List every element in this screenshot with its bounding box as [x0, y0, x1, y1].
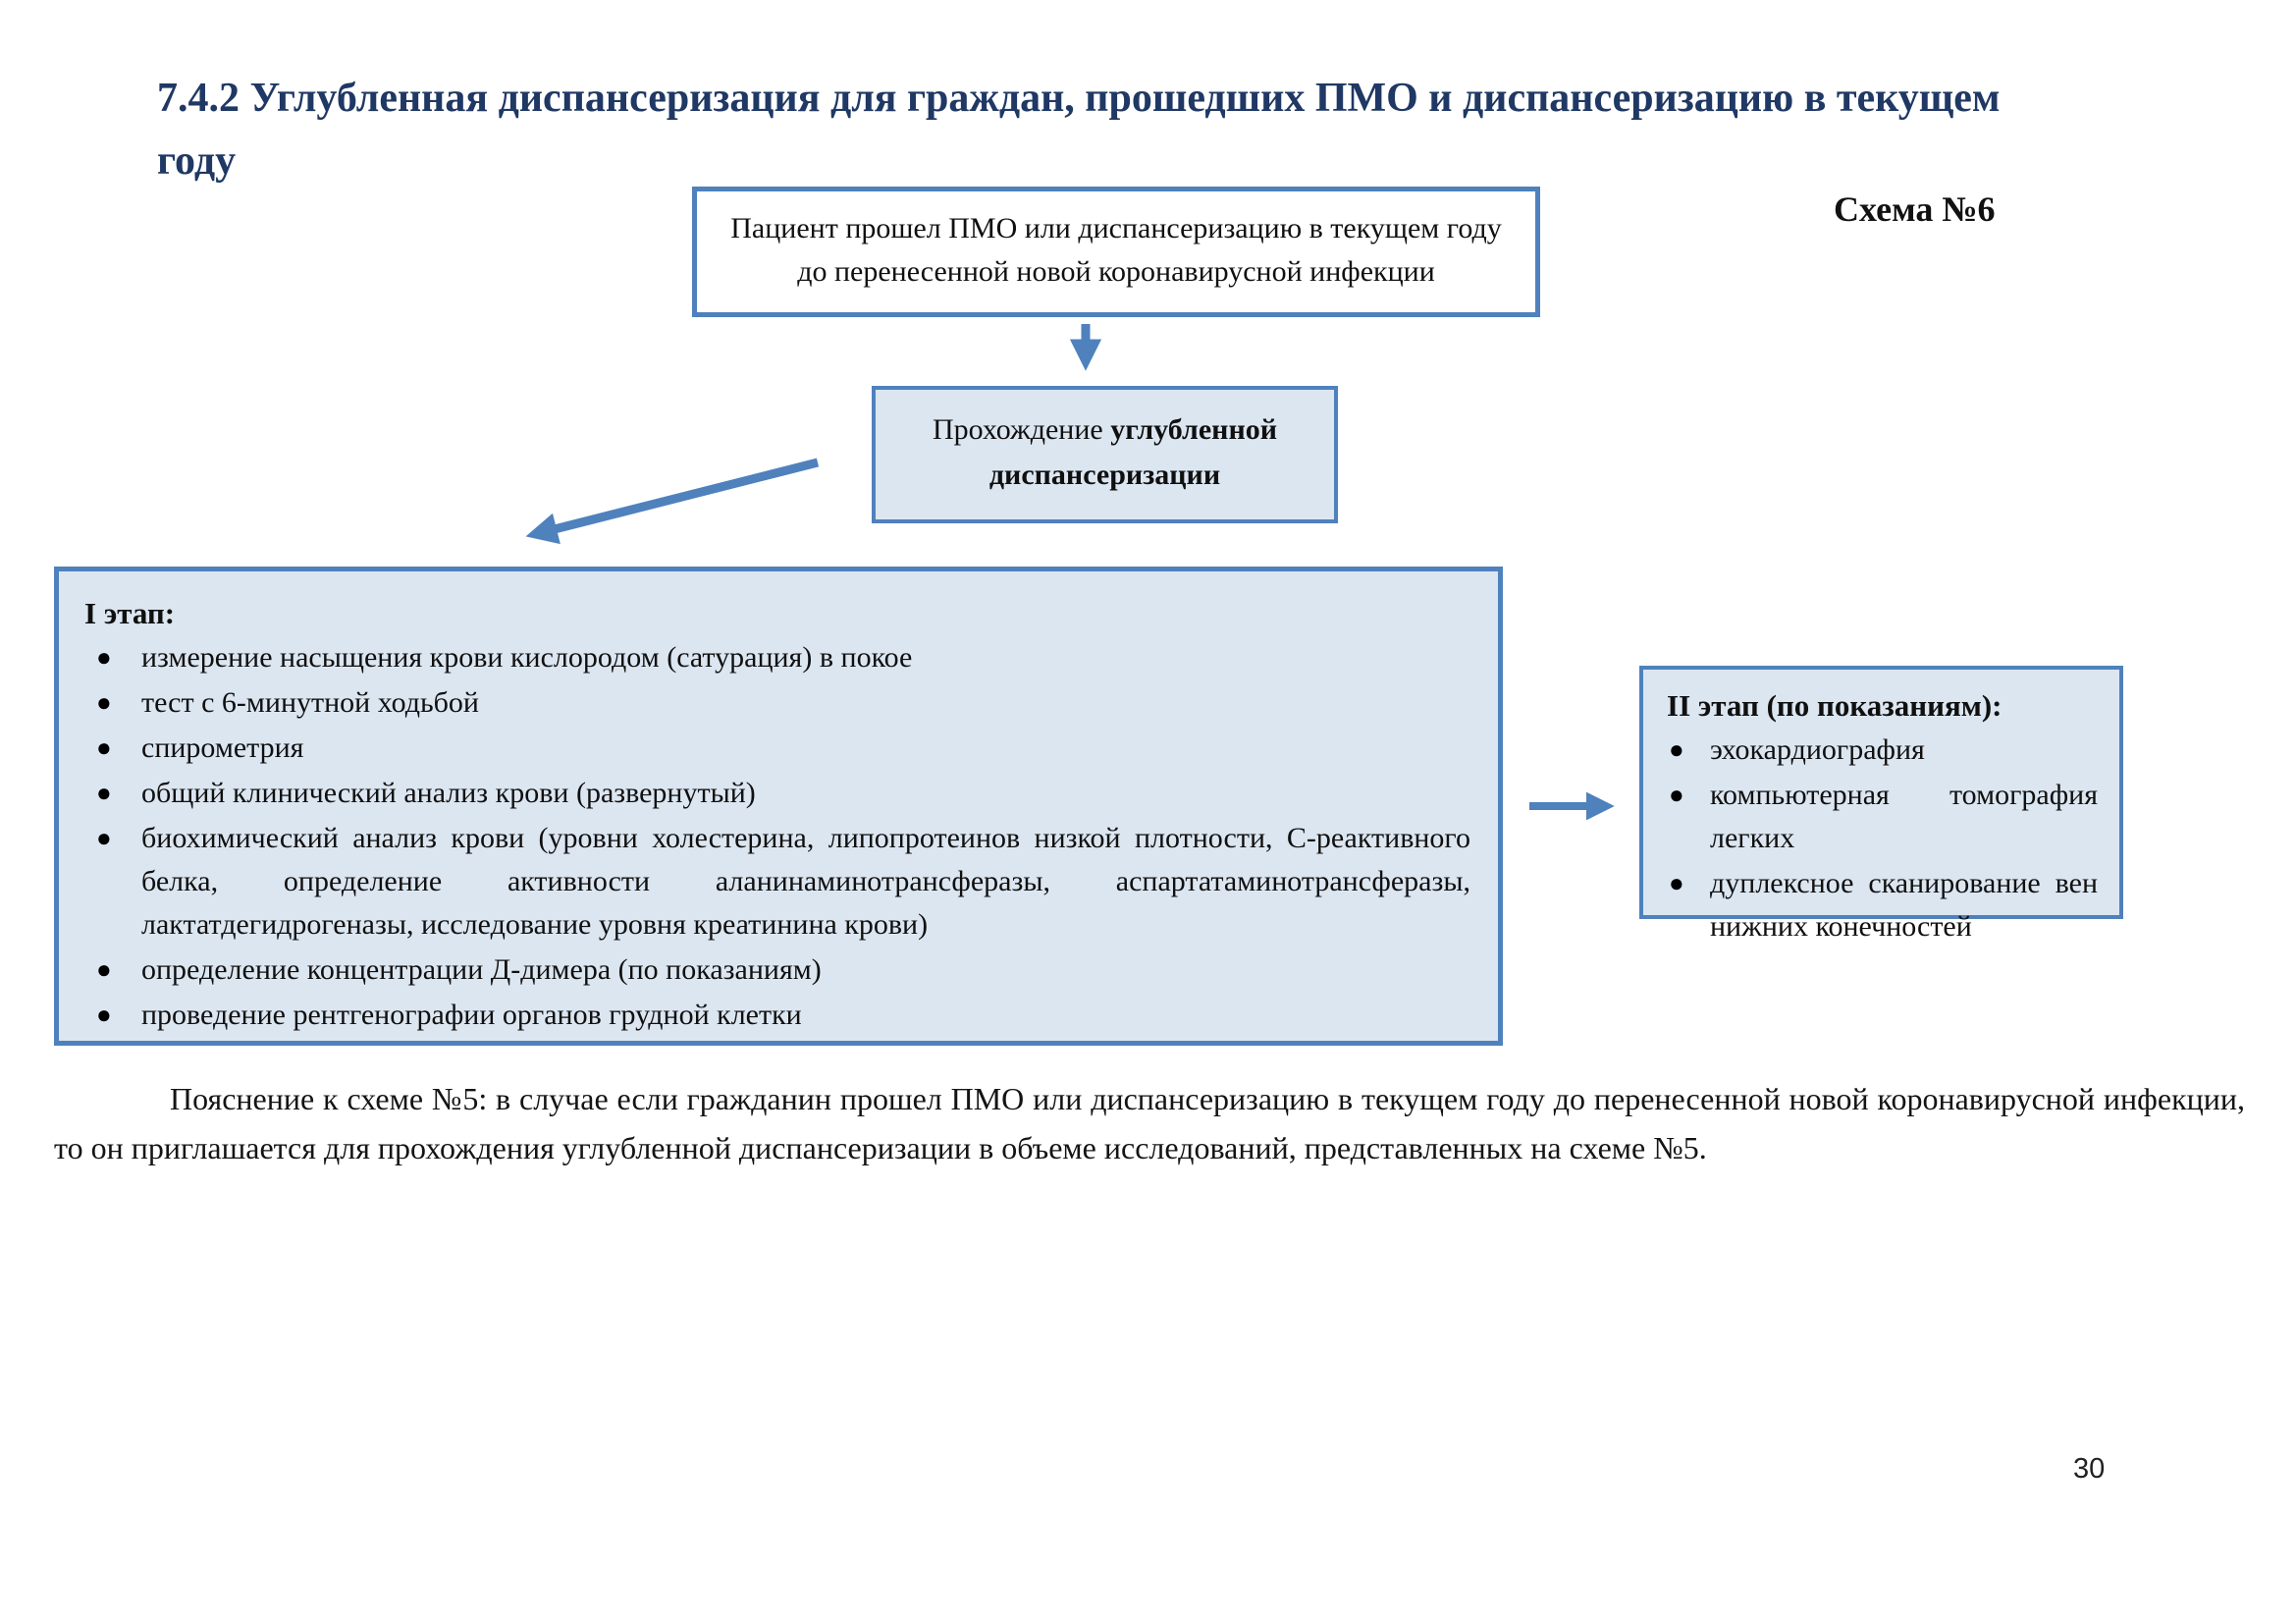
bullet-icon: ● — [96, 824, 112, 852]
list-item: ● тест с 6-минутной ходьбой — [84, 681, 1470, 725]
scheme-number-label: Схема №6 — [1834, 189, 1996, 229]
list-item: ● компьютерная томография легких — [1667, 774, 2098, 860]
bullet-icon: ● — [96, 779, 112, 807]
list-item: ● биохимический анализ крови (уровни холестерина, липопротеинов низкой плотности, С-реактивного белка, определение активности аланинаминотрансферазы, аспартатаминотрансферазы, лактатдегидрогеназы, исследование уровня креатинина крови) — [84, 817, 1470, 947]
bullet-icon: ● — [96, 733, 112, 762]
bullet-icon: ● — [96, 688, 112, 717]
list-item: ● эхокардиография — [1667, 729, 2098, 772]
page-number: 30 — [2073, 1453, 2106, 1485]
bullet-icon: ● — [1669, 735, 1684, 764]
page-title: 7.4.2 Углубленная диспансеризация для граждан, прошедших ПМО и диспансеризацию в текущем году — [157, 76, 2001, 184]
deep-dispensary-line1 — [895, 407, 1314, 453]
note-paragraph: Пояснение к схеме №5: в случае если гражданин прошел ПМО или диспансеризацию в текущем году до перенесенной новой коронавирусной инфекции, то он приглашается для прохождения углубленной диспансеризации в объеме исследований, представленных на схеме №5. — [54, 1081, 2245, 1165]
stage1-box — [54, 567, 1503, 1046]
bullet-icon: ● — [1669, 781, 1684, 809]
list-item: ● измерение насыщения крови кислородом (сатурация) в покое — [84, 636, 1470, 679]
stage2-box — [1639, 666, 2123, 943]
stage1-heading: I этап: — [84, 596, 176, 630]
bullet-icon: ● — [96, 1001, 112, 1029]
list-item: ● дуплексное сканирование вен нижних конечностей — [1667, 862, 2098, 948]
list-item: ● определение концентрации Д-димера (по показаниям) — [84, 948, 1470, 992]
deep-dispensary-word-regular: Прохождение — [932, 413, 1103, 446]
bullet-icon: ● — [96, 955, 112, 984]
patient-pmo-box-line2: до перенесенной новой коронавирусной инфекции — [797, 255, 1435, 288]
bullet-icon: ● — [96, 643, 112, 672]
deep-dispensary-box — [872, 386, 1338, 523]
list-item: ● спирометрия — [84, 727, 1470, 770]
arrow-diagonal-icon — [535, 462, 818, 534]
list-item: ● общий клинический анализ крови (развернутый) — [84, 772, 1470, 815]
patient-pmo-box — [692, 187, 1540, 317]
deep-dispensary-line2: диспансеризации — [988, 459, 1221, 491]
list-item: ● проведение рентгенографии органов грудной клетки — [84, 994, 1470, 1037]
deep-dispensary-word-bold: углубленной — [1110, 413, 1278, 446]
stage2-heading: II этап (по показаниям): — [1667, 688, 2002, 723]
bullet-icon: ● — [1669, 869, 1684, 897]
patient-pmo-box-line1: Пациент прошел ПМО или диспансеризацию в текущем году — [730, 212, 1502, 244]
